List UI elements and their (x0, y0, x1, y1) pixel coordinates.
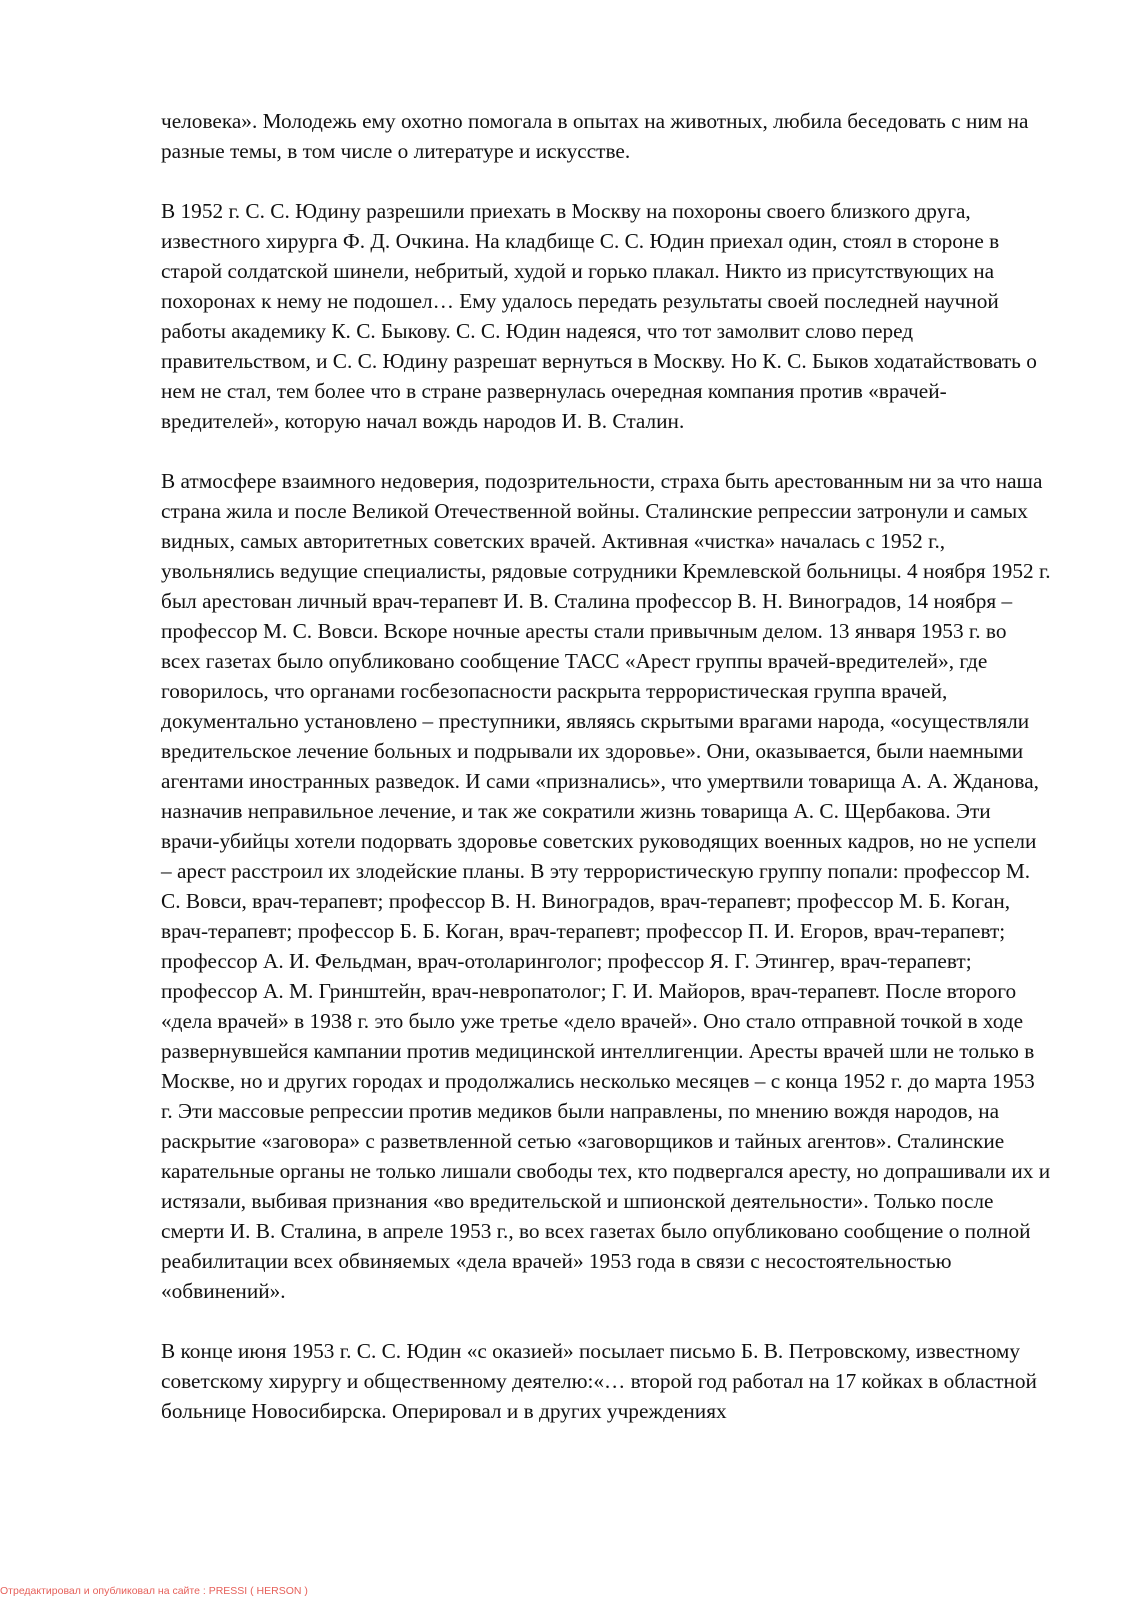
document-body (161, 106, 1051, 1456)
footer-publisher-note: Отредактировал и опубликовал на сайте : PRESSI ( HERSON ) (0, 1585, 308, 1597)
paragraph-1: человека». Молодежь ему охотно помогала в опытах на животных, любила беседовать с ним на разные темы, в том числе о литературе и искусстве. (161, 109, 1029, 163)
paragraph-4: В конце июня 1953 г. С. С. Юдин «с оказией» посылает письмо Б. В. Петровскому, известному советскому хирургу и общественному деятелю:«… второй год работал на 17 койках в областной больнице Новосибирска. Оперировал и в других учреждениях (161, 1339, 1037, 1423)
paragraph-3: В атмосфере взаимного недоверия, подозрительности, страха быть арестованным ни за что наша страна жила и после Великой Отечественной войны. Сталинские репрессии затронули и самых видных, самых авторитетных советских врачей. Активная «чистка» началась с 1952 г., увольнялись ведущие специалисты, рядовые сотрудники Кремлевской больницы. 4 ноября 1952 г. был арестован личный врач-терапевт И. В. Сталина профессор В. Н. Виноградов, 14 ноября – профессор М. С. Вовси. Вскоре ночные аресты стали привычным делом. 13 января 1953 г. во всех газетах было опубликовано сообщение ТАСС «Арест группы врачей-вредителей», где говорилось, что органами госбезопасности раскрыта террористическая группа врачей, документально установлено – преступники, являясь скрытыми врагами народа, «осуществляли вредительское лечение больных и подрывали их здоровье». Они, оказывается, были наемными агентами иностранных разведок. И сами «признались», что умертвили товарища А. А. Жданова, назначив неправильное лечение, и так же сократили жизнь товарища А. С. Щербакова. Эти врачи-убийцы хотели подорвать здоровье советских руководящих военных кадров, но не успели – арест расстроил их злодейские планы. В эту террористическую группу попали: профессор М. С. Вовси, врач-терапевт; профессор В. Н. Виноградов, врач-терапевт; профессор М. Б. Коган, врач-терапевт; профессор Б. Б. Коган, врач-терапевт; профессор П. И. Егоров, врач-терапевт; профессор А. И. Фельдман, врач-отоларинголог; профессор Я. Г. Этингер, врач-терапевт; профессор А. М. Гринштейн, врач-невропатолог; Г. И. Майоров, врач-терапевт. После второго «дела врачей» в 1938 г. это было уже третье «дело врачей». Оно стало отправной точкой в ходе развернувшейся кампании против медицинской интеллигенции. Аресты врачей шли не только в Москве, но и других городах и продолжались несколько месяцев – с конца 1952 г. до марта 1953 г. Эти массовые репрессии против медиков были направлены, по мнению вождя народов, на раскрытие «заговора» с разветвленной сетью «заговорщиков и тайных агентов». Сталинские карательные органы не только лишали свободы тех, кто подвергался аресту, но допрашивали их и истязали, выбивая признания «во вредительской и шпионской деятельности». Только после смерти И. В. Сталина, в апреле 1953 г., во всех газетах было опубликовано сообщение о полной реабилитации всех обвиняемых «дела врачей» 1953 года в связи с несостоятельностью «обвинений». (161, 469, 1051, 1303)
paragraph-2: В 1952 г. С. С. Юдину разрешили приехать в Москву на похороны своего близкого друга, известного хирурга Ф. Д. Очкина. На кладбище С. С. Юдин приехал один, стоял в стороне в старой солдатской шинели, небритый, худой и горько плакал. Никто из присутствующих на похоронах к нему не подошел… Ему удалось передать результаты своей последней научной работы академику К. С. Быкову. С. С. Юдин надеяся, что тот замолвит слово перед правительством, и С. С. Юдину разрешат вернуться в Москву. Но К. С. Быков ходатайствовать о нем не стал, тем более что в стране развернулась очередная компания против «врачей-вредителей», которую начал вождь народов И. В. Сталин. (161, 199, 1037, 433)
